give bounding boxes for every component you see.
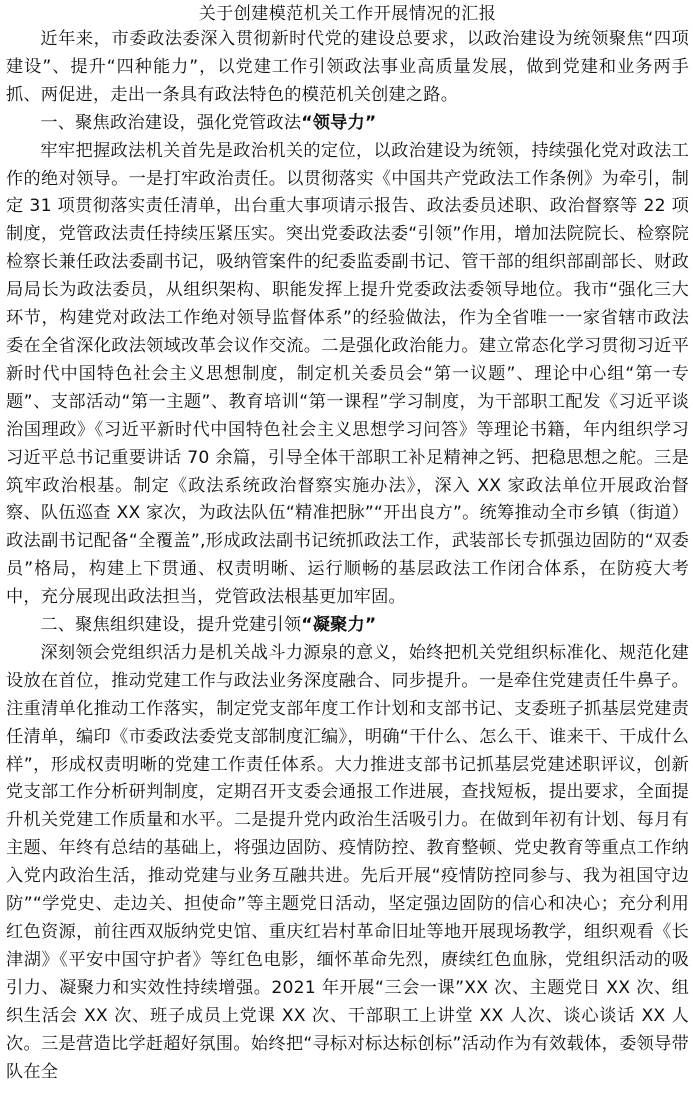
section-2-body: 深刻领会党组织活力是机关战斗力源泉的意义，始终把机关党组织标准化、规范化建设放在首位，推动党建工作与政法业务深度融合、同步提升。一是牵住党建责任牛鼻子。注重清单化推动工作落实，制定党支部年度工作计划和支部书记、支委班子抓基层党建责任清单，编印《市委政法委党支部制度汇编》，明确“干什么、怎么干、谁来干、干成什么样”，形成权责明晰的党建工作责任体系。大力推进支部书记抓基层党建述职评议，创新党支部工作分析研判制度，定期召开支委会通报工作进展，查找短板，提出要求，全面提升机关党建工作质量和水平。二是提升党内政治生活吸引力。在做到年初有计划、每月有主题、年终有总结的基础上，将强边固防、疫情防控、教育整顿、党史教育等重点工作纳入党内政治生活，推动党建与业务互融共进。先后开展“疫情防控同参与、我为祖国守边防”“学党史、走边关、担使命”等主题党日活动，坚定强边固防的信心和决心；充分利用红色资源，前往西双版纳党史馆、重庆红岩村革命旧址等地开展现场教学，组织观看《长津湖》《平安中国守护者》等红色电影，缅怀革命先烈，赓续红色血脉，党组织活动的吸引力、凝聚力和实效性持续增强。2021 年开展“三会一课”XX 次、主题党日 XX 次、组织生活会 XX 次、班子成员上党课 XX 次、干部职工上讲堂 XX 人次、谈心谈话 XX 人次。三是营造比学赶超好氛围。始终把“寻标对标达标创标”活动作为有效载体，委领导带队在全 (6, 642, 689, 1082)
section-1-heading-emphasis: “领导力” (301, 112, 377, 133)
document-title: 关于创建模范机关工作开展情况的汇报 (198, 4, 497, 24)
section-2-heading (6, 612, 689, 640)
section-1-heading-text: 一、聚焦政治建设，强化党管政法 (40, 112, 302, 133)
section-2-heading-text: 二、聚焦组织建设，提升党建引领 (40, 615, 302, 636)
section-1-heading (6, 110, 689, 138)
intro-paragraph: 近年来，市委政法委深入贯彻新时代党的建设总要求，以政治建设为统领聚焦“四项建设”、提升“四种能力”，以党建工作引领政法事业高质量发展，做到党建和业务两手抓、两促进，走出一条具有政法特色的模范机关创建之路。 (6, 29, 689, 105)
section-1-body: 牢牢把握政法机关首先是政治机关的定位，以政治建设为统领，持续强化党对政法工作的绝对领导。一是打牢政治责任。以贯彻落实《中国共产党政法工作条例》为牵引，制定 31 项贯彻落实责任清单，出台重大事项请示报告、政法委员述职、政治督察等 22 项制度，党管政法责任持续压紧压实。突出党委政法委“引领”作用，增加法院院长、检察院检察长兼任政法委副书记，吸纳管案件的纪委监委副书记、管干部的组织部副部长、财政局局长为政法委员，从组织架构、职能发挥上提升党委政法委领导地位。我市“强化三大环节，构建党对政法工作绝对领导监督体系”的经验做法，作为全省唯一一家省辖市政法委在全省深化政法领域改革会议作交流。二是强化政治能力。建立常态化学习贯彻习近平新时代中国特色社会主义思想制度，制定机关委员会“第一议题”、理论中心组“第一专题”、支部活动“第一主题”、教育培训“第一课程”学习制度，为干部职工配发《习近平谈治国理政》《习近平新时代中国特色社会主义思想学习问答》等理论书籍，年内组织学习习近平总书记重要讲话 70 余篇，引导全体干部职工补足精神之钙、把稳思想之舵。三是筑牢政治根基。制定《政法系统政治督察实施办法》，深入 XX 家政法单位开展政治督察、队伍巡查 XX 家次，为政法队伍“精准把脉”“开出良方”。统筹推动全市乡镇（街道）政法副书记配备“全覆盖”,形成政法副书记统抓政法工作，武装部长专抓强边固防的“双委员”格局，构建上下贯通、权责明晰、运行顺畅的基层政法工作闭合体系，在防疫大考中，充分展现出政法担当，党管政法根基更加牢固。 (6, 140, 689, 608)
section-2-heading-emphasis: “凝聚力” (301, 615, 377, 636)
document-page (6, 2, 689, 1086)
